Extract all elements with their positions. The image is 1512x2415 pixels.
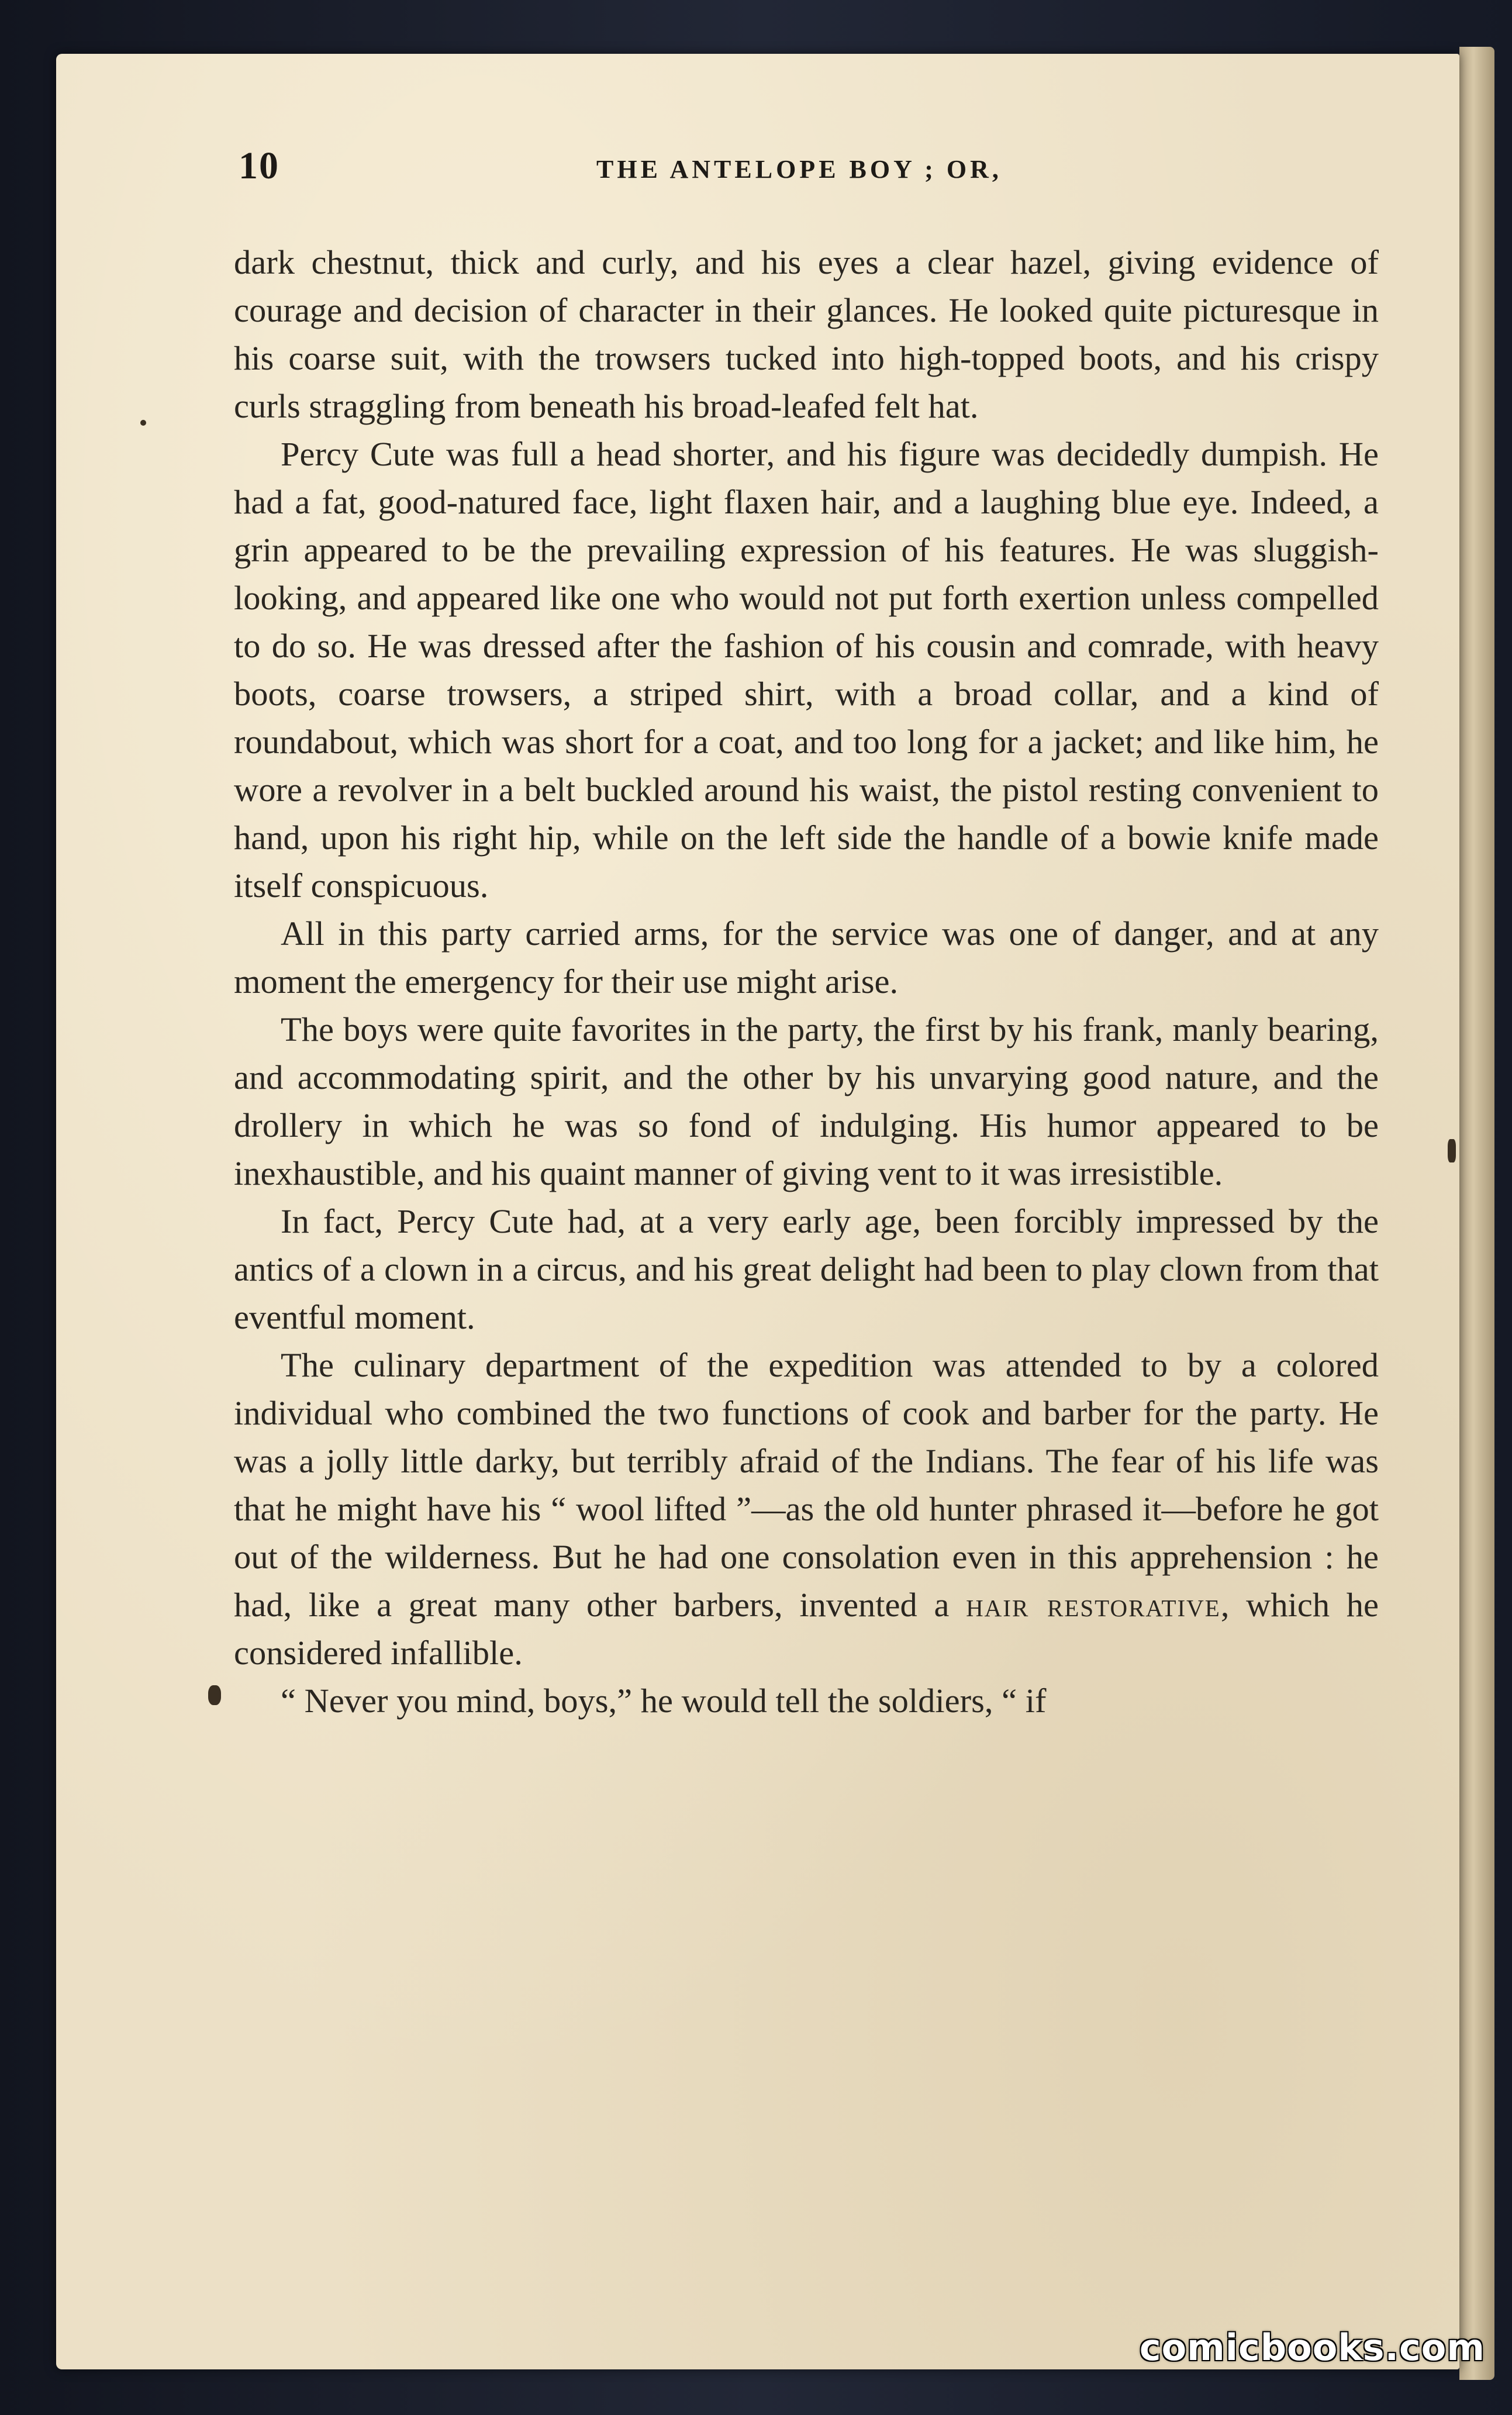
- paragraph-4: The boys were quite favorites in the party, the first by his frank, manly bearing, and accommodating spirit, and the other by his unvarying good nature, and the drollery in which he was so fond of indulging. His humor appeared to be inexhaustible, and his quaint manner of giving vent to it was irresistible.: [234, 1010, 1379, 1192]
- paragraph-2: Percy Cute was full a head shorter, and his figure was decidedly dumpish. He had a fat, good-natured face, light flaxen hair, and a laughing blue eye. Indeed, a grin appeared to be the prevailing expression of his features. He was sluggish-looking, and appeared like one who would not put forth exertion unless compelled to do so. He was dressed after the fashion of his cousin and comrade, with heavy boots, coarse trowsers, a striped shirt, with a broad collar, and a kind of roundabout, which was short for a coat, and too long for a jacket; and like him, he wore a revolver in a belt buckled around his waist, the pistol resting convenient to hand, upon his right hip, while on the left side the handle of a bowie knife made itself conspicuous.: [234, 435, 1379, 905]
- paragraph-3: All in this party carried arms, for the service was one of danger, and at any moment the emergency for their use might arise.: [234, 915, 1379, 1000]
- ink-speck: [1448, 1139, 1456, 1162]
- watermark: comicbooks.com: [1139, 2326, 1485, 2369]
- page-number: 10: [239, 144, 279, 187]
- paragraph-7: “ Never you mind, boys,” he would tell the soldiers, “ if: [281, 1682, 1047, 1720]
- running-title: THE ANTELOPE BOY ; OR,: [596, 155, 1002, 184]
- paragraph-6: [234, 1341, 1379, 1677]
- page-edge: [1459, 47, 1494, 2380]
- paragraph-6-text-before: The culinary department of the expedition was attended to by a colored individual who combined the two functions of cook and barber for the party. He was a jolly little darky, but terribly afraid of the Indians. The fear of his life was that he might have his “ wool lifted ”—as the old hunter phrased it—before he got out of the wilderness. But he had one consolation even in this apprehension : he had, like a great many other barbers, invented a: [234, 1346, 1379, 1624]
- hair-restorative-small-caps: hair restorative: [966, 1586, 1221, 1624]
- body-text: [234, 239, 1379, 1725]
- ink-speck: [208, 1685, 221, 1705]
- running-head: [239, 144, 1349, 196]
- ink-speck: [140, 420, 146, 426]
- paragraph-6-text-after: , which he considered infallible.: [234, 1586, 1379, 1672]
- paragraph-5: In fact, Percy Cute had, at a very early age, been forcibly impressed by the antics of a clown in a circus, and his great delight had been to play clown from that eventful moment.: [234, 1202, 1379, 1336]
- paragraph-1: dark chestnut, thick and curly, and his eyes a clear hazel, giving evidence of courage and decision of character in their glances. He looked quite picturesque in his coarse suit, with the trowsers tucked into high-topped boots, and his crispy curls straggling from beneath his broad-leafed felt hat.: [234, 243, 1379, 425]
